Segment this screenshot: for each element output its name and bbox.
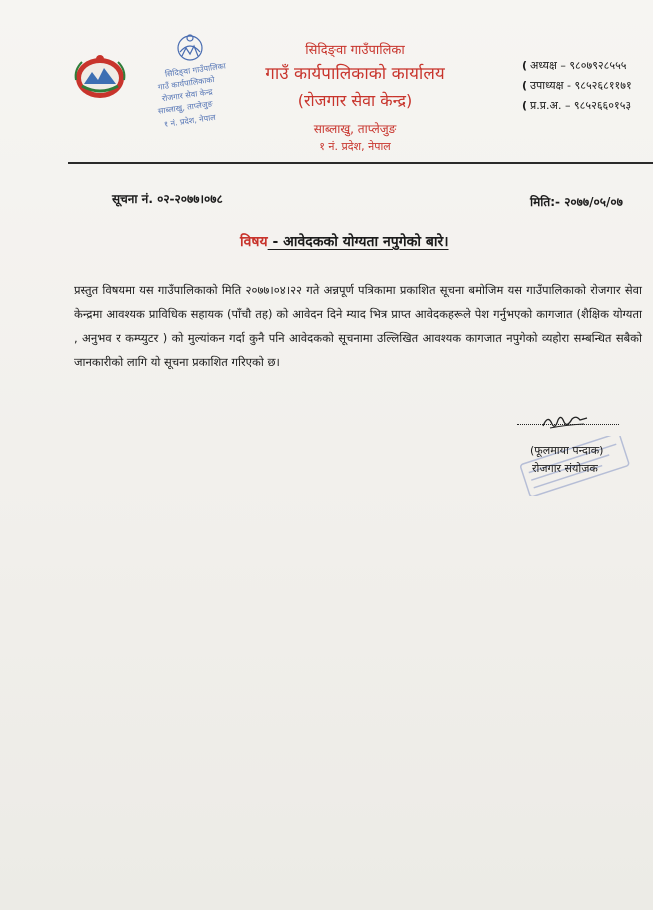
notice-body: प्रस्तुत विषयमा यस गाउँपालिकाको मिति २०७७।०४।२२ गते अन्नपूर्ण पत्रिकामा प्रकाशित सूचना बमोजिम यस गाउँपालिकाको रोजगार सेवा केन्द्रमा आवश्यक प्राविधिक सहायक (पाँचौ तह) को आवेदन दिने म्याद भित्र प्राप्त आवेदकहरूले पेश गर्नुभएको कागजात (शैक्षिक योग्यता , अनुभव र कम्प्युटर ) को मुल्यांकन गर्दा कुनै पनि आवेदकको सूचनामा उल्लिखित आवश्यक कागजात नपुगेको व्यहोरा सम्बन्धित सबैको जानकारीको लागि यो सूचना प्रकाशित गरिएको छ। [74, 283, 642, 369]
subject-label: विषय [240, 234, 268, 250]
subject-text: - आवेदकको योग्यता नपुगेको बारे। [267, 234, 449, 250]
notice-date: मिति:- २०७७/०५/०७ [530, 195, 623, 209]
seal-text-line: साब्लाखु, ताप्लेजुङ [157, 99, 214, 116]
municipality-seal-icon [150, 30, 250, 140]
nepal-emblem-icon [70, 50, 130, 102]
notice-number: सूचना नं. ०२-२०७७।०७८ [112, 192, 223, 206]
contact-row: ( अध्यक्ष – ९८०७९२८५५५ [522, 59, 627, 72]
header-divider [68, 162, 653, 164]
seal-text-line: गाउँ कार्यपालिकाको [157, 74, 216, 92]
office-address: साब्लाखु, ताप्लेजुङ [313, 122, 397, 136]
office-province: १ नं. प्रदेश, नेपाल [319, 140, 391, 153]
centre-name: (रोजगार सेवा केन्द्र) [297, 91, 413, 110]
seal-text-line: रोजगार सेवा केन्द्र [161, 87, 214, 104]
seal-text-line: १ नं. प्रदेश, नेपाल [163, 112, 217, 129]
contact-list [522, 56, 653, 116]
seal-text-line: सिदिङ्वा गाउँपालिका [164, 61, 227, 79]
municipality-name: सिदिङ्वा गाउँपालिका [305, 43, 405, 58]
subject-line [240, 232, 449, 251]
signatory-title: रोजगार संयोजक [532, 462, 598, 475]
office-header [240, 42, 470, 155]
signatory-name: (फूलमाया पन्दाक) [530, 444, 604, 457]
signature-line [517, 424, 619, 425]
contact-row: ( उपाध्यक्ष - ९८५२६८११७१ [522, 79, 632, 92]
contact-row: ( प्र.प्र.अ. – ९८५२६६०१५३ [522, 99, 632, 112]
office-name: गाउँ कार्यपालिकाको कार्यालय [265, 64, 445, 84]
signature-icon [540, 410, 590, 432]
